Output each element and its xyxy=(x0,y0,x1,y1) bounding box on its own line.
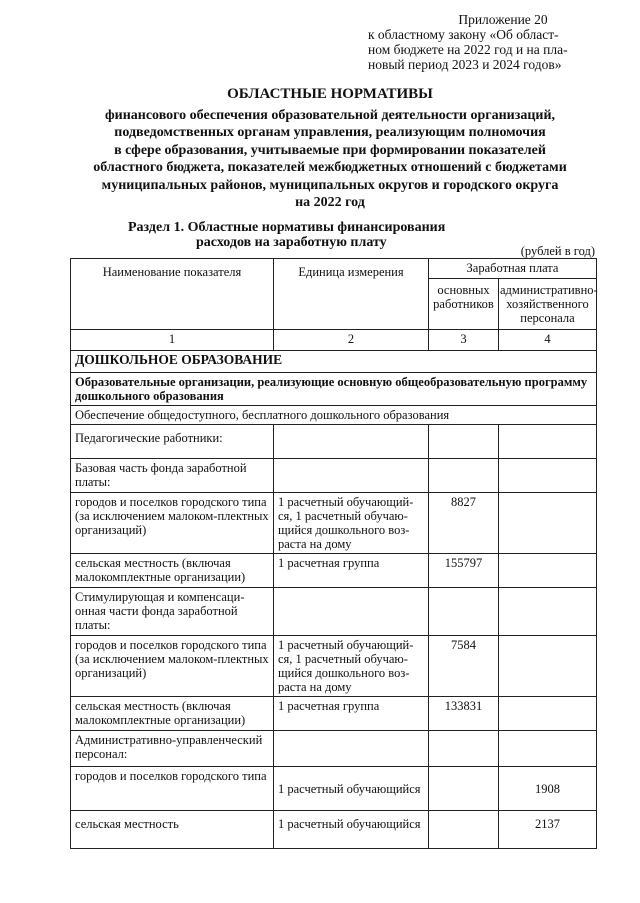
row-admin-value xyxy=(499,493,597,554)
provision-title: Обеспечение общедоступного, бесплатного дошкольного образования xyxy=(71,406,597,425)
table-row xyxy=(71,697,597,731)
row-admin-value xyxy=(499,588,597,636)
title-line: на 2022 год xyxy=(295,195,365,210)
table-row xyxy=(71,767,597,811)
row-main-value: 133831 xyxy=(429,697,499,731)
appendix-note xyxy=(368,12,586,72)
header-salary: Заработная плата xyxy=(429,259,597,279)
row-name: сельская местность (включая малокомплектные организации) xyxy=(71,697,274,731)
row-name: Стимулирующая и компенсаци-онная части фонда заработной платы: xyxy=(71,588,274,636)
row-unit: 1 расчетная группа xyxy=(274,554,429,588)
row-main-value: 155797 xyxy=(429,554,499,588)
row-admin-value xyxy=(499,731,597,767)
section-heading xyxy=(128,220,548,250)
col-number: 4 xyxy=(499,330,597,351)
title-line: подведомственных органам управления, реализующим полномочия xyxy=(114,125,546,140)
row-unit: 1 расчетный обучающийся xyxy=(274,811,429,849)
title-main: ОБЛАСТНЫЕ НОРМАТИВЫ xyxy=(227,86,433,102)
table-row xyxy=(71,731,597,767)
table-row xyxy=(71,425,597,459)
row-name: городов и поселков городского типа (за исключением малоком-плектных организаций) xyxy=(71,636,274,697)
row-unit: 1 расчетная группа xyxy=(274,697,429,731)
section-title: ДОШКОЛЬНОЕ ОБРАЗОВАНИЕ xyxy=(71,351,597,373)
row-main-value xyxy=(429,425,499,459)
table-row xyxy=(71,588,597,636)
header-admin-staff: административно-хозяйственного персонала xyxy=(499,279,597,330)
appendix-line-2: к областному закону «Об област- xyxy=(368,27,559,42)
table-row xyxy=(71,554,597,588)
row-name: Базовая часть фонда заработной платы: xyxy=(71,459,274,493)
units-note: (рублей в год) xyxy=(520,244,595,258)
table-row xyxy=(71,811,597,849)
subsection-title: Образовательные организации, реализующие основную общеобразовательную программу дошкольного образования xyxy=(71,373,597,406)
row-admin-value: 2137 xyxy=(499,811,597,849)
row-name: городов и поселков городского типа (за исключением малоком-плектных организаций) xyxy=(71,493,274,554)
norms-table xyxy=(70,258,597,849)
col-number: 1 xyxy=(71,330,274,351)
section-line-1: Раздел 1. Областные нормативы финансирования xyxy=(128,220,446,235)
row-main-value: 8827 xyxy=(429,493,499,554)
row-main-value: 7584 xyxy=(429,636,499,697)
row-unit: 1 расчетный обучающий-ся, 1 расчетный обучаю-щийся дошкольного воз-раста на дому xyxy=(274,636,429,697)
row-name: сельская местность xyxy=(71,811,274,849)
row-main-value xyxy=(429,811,499,849)
header-main-staff: основных работников xyxy=(429,279,499,330)
title-line: в сфере образования, учитываемые при формировании показателей xyxy=(114,142,546,158)
row-main-value xyxy=(429,731,499,767)
title-line: муниципальных районов, муниципальных округов и городского округа xyxy=(101,177,559,193)
header-unit: Единица измерения xyxy=(274,259,429,330)
row-admin-value xyxy=(499,697,597,731)
row-unit: 1 расчетный обучающий-ся, 1 расчетный обучаю-щийся дошкольного воз-раста на дому xyxy=(274,493,429,554)
header-name: Наименование показателя xyxy=(71,259,274,330)
subsection-row xyxy=(71,373,597,406)
row-unit xyxy=(274,731,429,767)
table-row xyxy=(71,636,597,697)
row-name: Административно-управленческий персонал: xyxy=(71,731,274,767)
row-admin-value xyxy=(499,459,597,493)
appendix-line-3: ном бюджете на 2022 год и на пла- xyxy=(368,42,568,57)
title-line: областного бюджета, показателей межбюджетных отношений с бюджетами xyxy=(93,160,567,175)
col-number: 2 xyxy=(274,330,429,351)
row-admin-value xyxy=(499,554,597,588)
row-unit xyxy=(274,459,429,493)
col-number: 3 xyxy=(429,330,499,351)
appendix-line-4: новый период 2023 и 2024 годов» xyxy=(368,57,562,72)
row-name: Педагогические работники: xyxy=(71,425,274,459)
row-unit xyxy=(274,588,429,636)
row-name: городов и поселков городского типа xyxy=(71,767,274,811)
row-name: сельская местность (включая малокомплектные организации) xyxy=(71,554,274,588)
column-number-row xyxy=(71,330,597,351)
row-main-value xyxy=(429,767,499,811)
header-row xyxy=(71,259,597,279)
row-unit: 1 расчетный обучающийся xyxy=(274,767,429,811)
row-main-value xyxy=(429,459,499,493)
row-admin-value xyxy=(499,636,597,697)
title-line: финансового обеспечения образовательной деятельности организаций, xyxy=(104,107,556,123)
appendix-line-1: Приложение 20 xyxy=(458,12,548,27)
provision-row xyxy=(71,406,597,425)
section-line-2: расходов на заработную плату xyxy=(196,235,387,250)
row-admin-value xyxy=(499,425,597,459)
table-row xyxy=(71,459,597,493)
table-row xyxy=(71,493,597,554)
section-title-row xyxy=(71,351,597,373)
document-title xyxy=(60,86,600,212)
row-admin-value: 1908 xyxy=(499,767,597,811)
row-unit xyxy=(274,425,429,459)
row-main-value xyxy=(429,588,499,636)
